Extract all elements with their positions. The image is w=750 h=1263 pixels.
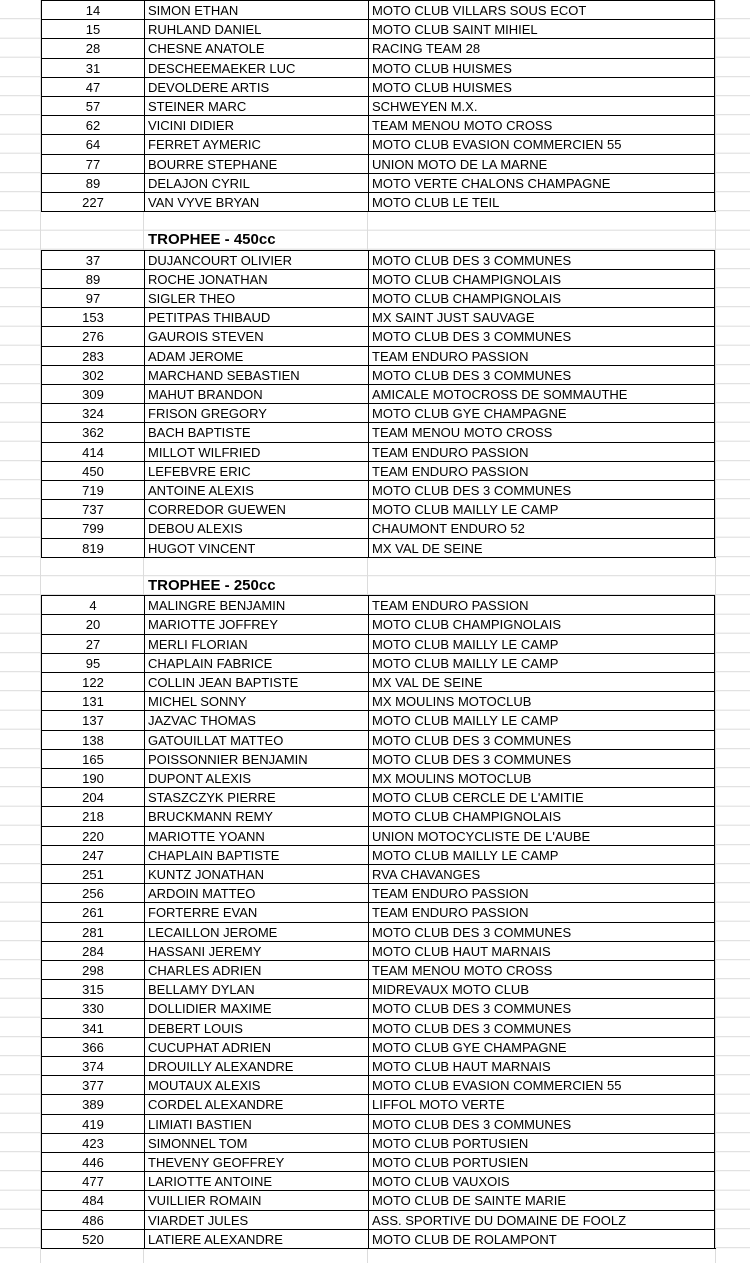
rider-club: MOTO CLUB DES 3 COMMUNES bbox=[368, 922, 715, 941]
rider-name: RUHLAND DANIEL bbox=[144, 19, 368, 38]
rider-club: MX VAL DE SEINE bbox=[368, 538, 715, 557]
rider-number: 374 bbox=[41, 1056, 144, 1075]
rider-number: 799 bbox=[41, 518, 144, 537]
rider-name: VAN VYVE BRYAN bbox=[144, 192, 368, 211]
rider-number: 377 bbox=[41, 1075, 144, 1094]
rider-club: TEAM ENDURO PASSION bbox=[368, 461, 715, 480]
rider-number: 256 bbox=[41, 883, 144, 902]
rider-club: MX SAINT JUST SAUVAGE bbox=[368, 307, 715, 326]
table-row bbox=[0, 634, 750, 653]
rider-club: RVA CHAVANGES bbox=[368, 864, 715, 883]
rider-name: SIGLER THEO bbox=[144, 288, 368, 307]
rider-name: CHARLES ADRIEN bbox=[144, 960, 368, 979]
rider-name: CHESNE ANATOLE bbox=[144, 38, 368, 57]
rider-name: COLLIN JEAN BAPTISTE bbox=[144, 672, 368, 691]
table-row bbox=[0, 730, 750, 749]
section-title: TROPHEE - 450cc bbox=[148, 231, 276, 249]
rider-name: VIARDET JULES bbox=[144, 1210, 368, 1229]
section-header-row bbox=[0, 576, 750, 595]
rider-club: TEAM MENOU MOTO CROSS bbox=[368, 422, 715, 441]
rider-name: DOLLIDIER MAXIME bbox=[144, 998, 368, 1017]
rider-number: 31 bbox=[41, 58, 144, 77]
rider-name: LIMIATI BASTIEN bbox=[144, 1114, 368, 1133]
table-row bbox=[0, 0, 750, 19]
rider-name: MALINGRE BENJAMIN bbox=[144, 595, 368, 614]
rider-name: LECAILLON JEROME bbox=[144, 922, 368, 941]
table-row bbox=[0, 864, 750, 883]
table-row bbox=[0, 1094, 750, 1113]
table-row bbox=[0, 365, 750, 384]
rider-club: LIFFOL MOTO VERTE bbox=[368, 1094, 715, 1113]
rider-name: FRISON GREGORY bbox=[144, 403, 368, 422]
table-row bbox=[0, 710, 750, 729]
rider-club: MOTO CLUB PORTUSIEN bbox=[368, 1152, 715, 1171]
table-row bbox=[0, 1018, 750, 1037]
rider-number: 4 bbox=[41, 595, 144, 614]
rider-name: VICINI DIDIER bbox=[144, 115, 368, 134]
table-row bbox=[0, 595, 750, 614]
rider-club: MX MOULINS MOTOCLUB bbox=[368, 691, 715, 710]
table-row bbox=[0, 288, 750, 307]
rider-club: MOTO CLUB DE ROLAMPONT bbox=[368, 1229, 715, 1248]
rider-name: KUNTZ JONATHAN bbox=[144, 864, 368, 883]
rider-name: PETITPAS THIBAUD bbox=[144, 307, 368, 326]
table-row bbox=[0, 115, 750, 134]
table-row bbox=[0, 96, 750, 115]
rider-club: MIDREVAUX MOTO CLUB bbox=[368, 979, 715, 998]
rider-club: MOTO CLUB HUISMES bbox=[368, 77, 715, 96]
rider-number: 89 bbox=[41, 173, 144, 192]
rider-name: THEVENY GEOFFREY bbox=[144, 1152, 368, 1171]
rider-name: DEVOLDERE ARTIS bbox=[144, 77, 368, 96]
rider-name: DEBOU ALEXIS bbox=[144, 518, 368, 537]
rider-number: 204 bbox=[41, 787, 144, 806]
rider-club: MOTO CLUB CHAMPIGNOLAIS bbox=[368, 806, 715, 825]
rider-club: SCHWEYEN M.X. bbox=[368, 96, 715, 115]
table-row bbox=[0, 922, 750, 941]
rider-club: MOTO CLUB LE TEIL bbox=[368, 192, 715, 211]
table-row bbox=[0, 192, 750, 211]
rider-name: MARIOTTE YOANN bbox=[144, 826, 368, 845]
rider-number: 89 bbox=[41, 269, 144, 288]
table-row bbox=[0, 77, 750, 96]
rider-name: MARIOTTE JOFFREY bbox=[144, 614, 368, 633]
rider-number: 324 bbox=[41, 403, 144, 422]
rider-name: FORTERRE EVAN bbox=[144, 902, 368, 921]
table-row bbox=[0, 691, 750, 710]
table-row bbox=[0, 960, 750, 979]
section-header-row bbox=[0, 230, 750, 249]
rider-name: ANTOINE ALEXIS bbox=[144, 480, 368, 499]
rider-number: 341 bbox=[41, 1018, 144, 1037]
rider-name: DEBERT LOUIS bbox=[144, 1018, 368, 1037]
rider-number: 28 bbox=[41, 38, 144, 57]
rider-name: DUPONT ALEXIS bbox=[144, 768, 368, 787]
table-row bbox=[0, 1037, 750, 1056]
table-row bbox=[0, 384, 750, 403]
rider-name: VUILLIER ROMAIN bbox=[144, 1190, 368, 1209]
rider-club: MOTO CLUB PORTUSIEN bbox=[368, 1133, 715, 1152]
rider-number: 153 bbox=[41, 307, 144, 326]
rider-number: 419 bbox=[41, 1114, 144, 1133]
table-row bbox=[0, 480, 750, 499]
rider-club: MOTO CLUB CERCLE DE L'AMITIE bbox=[368, 787, 715, 806]
rider-number: 366 bbox=[41, 1037, 144, 1056]
table-row bbox=[0, 826, 750, 845]
rider-club: MOTO CLUB CHAMPIGNOLAIS bbox=[368, 269, 715, 288]
table-row bbox=[0, 326, 750, 345]
table-row bbox=[0, 1056, 750, 1075]
table-row bbox=[0, 346, 750, 365]
rider-number: 165 bbox=[41, 749, 144, 768]
table-row bbox=[0, 154, 750, 173]
rider-name: MOUTAUX ALEXIS bbox=[144, 1075, 368, 1094]
rider-club: MOTO CLUB HUISMES bbox=[368, 58, 715, 77]
rider-name: DROUILLY ALEXANDRE bbox=[144, 1056, 368, 1075]
rider-name: BRUCKMANN REMY bbox=[144, 806, 368, 825]
rider-number: 218 bbox=[41, 806, 144, 825]
table-row bbox=[0, 250, 750, 269]
rider-name: CORREDOR GUEWEN bbox=[144, 499, 368, 518]
rider-number: 37 bbox=[41, 250, 144, 269]
rider-number: 309 bbox=[41, 384, 144, 403]
rider-name: CHAPLAIN FABRICE bbox=[144, 653, 368, 672]
rider-number: 20 bbox=[41, 614, 144, 633]
rider-club: MOTO CLUB VILLARS SOUS ECOT bbox=[368, 0, 715, 19]
rider-club: CHAUMONT ENDURO 52 bbox=[368, 518, 715, 537]
rider-name: MERLI FLORIAN bbox=[144, 634, 368, 653]
rider-name: STEINER MARC bbox=[144, 96, 368, 115]
table-row bbox=[0, 461, 750, 480]
rider-name: LARIOTTE ANTOINE bbox=[144, 1171, 368, 1190]
rider-club: TEAM ENDURO PASSION bbox=[368, 442, 715, 461]
rider-name: FERRET AYMERIC bbox=[144, 134, 368, 153]
table-row bbox=[0, 58, 750, 77]
rider-number: 276 bbox=[41, 326, 144, 345]
rider-number: 819 bbox=[41, 538, 144, 557]
rider-club: MOTO CLUB GYE CHAMPAGNE bbox=[368, 403, 715, 422]
rider-club: TEAM MENOU MOTO CROSS bbox=[368, 115, 715, 134]
rider-number: 446 bbox=[41, 1152, 144, 1171]
rider-name: JAZVAC THOMAS bbox=[144, 710, 368, 729]
rider-name: MAHUT BRANDON bbox=[144, 384, 368, 403]
rider-number: 97 bbox=[41, 288, 144, 307]
rider-number: 64 bbox=[41, 134, 144, 153]
rider-club: MOTO CLUB DES 3 COMMUNES bbox=[368, 749, 715, 768]
rider-name: CUCUPHAT ADRIEN bbox=[144, 1037, 368, 1056]
rider-club: MOTO CLUB DES 3 COMMUNES bbox=[368, 250, 715, 269]
rider-number: 227 bbox=[41, 192, 144, 211]
table-row bbox=[0, 749, 750, 768]
rider-number: 47 bbox=[41, 77, 144, 96]
rider-club: MOTO CLUB DES 3 COMMUNES bbox=[368, 998, 715, 1017]
table-row bbox=[0, 1210, 750, 1229]
table-row bbox=[0, 1114, 750, 1133]
table-row bbox=[0, 902, 750, 921]
rider-club: MOTO CLUB DES 3 COMMUNES bbox=[368, 730, 715, 749]
rider-number: 737 bbox=[41, 499, 144, 518]
rider-number: 77 bbox=[41, 154, 144, 173]
rider-club: MOTO CLUB HAUT MARNAIS bbox=[368, 941, 715, 960]
table-row bbox=[0, 403, 750, 422]
rider-number: 27 bbox=[41, 634, 144, 653]
table-row bbox=[0, 1152, 750, 1171]
rider-club: MOTO CLUB VAUXOIS bbox=[368, 1171, 715, 1190]
table-row bbox=[0, 653, 750, 672]
rider-number: 719 bbox=[41, 480, 144, 499]
rider-club: MOTO CLUB MAILLY LE CAMP bbox=[368, 499, 715, 518]
rider-club: TEAM ENDURO PASSION bbox=[368, 902, 715, 921]
spacer-row bbox=[0, 211, 750, 230]
table-row bbox=[0, 941, 750, 960]
rider-club: MOTO CLUB SAINT MIHIEL bbox=[368, 19, 715, 38]
table-row bbox=[0, 806, 750, 825]
rider-name: POISSONNIER BENJAMIN bbox=[144, 749, 368, 768]
table-row bbox=[0, 768, 750, 787]
rider-name: ROCHE JONATHAN bbox=[144, 269, 368, 288]
rider-name: BACH BAPTISTE bbox=[144, 422, 368, 441]
rider-number: 62 bbox=[41, 115, 144, 134]
rider-club: MOTO CLUB HAUT MARNAIS bbox=[368, 1056, 715, 1075]
rider-number: 138 bbox=[41, 730, 144, 749]
rider-club: UNION MOTOCYCLISTE DE L'AUBE bbox=[368, 826, 715, 845]
rider-club: MOTO CLUB MAILLY LE CAMP bbox=[368, 845, 715, 864]
table-row bbox=[0, 979, 750, 998]
spacer-row bbox=[0, 557, 750, 576]
table-row bbox=[0, 1133, 750, 1152]
rider-name: HASSANI JEREMY bbox=[144, 941, 368, 960]
rider-club: MOTO CLUB DES 3 COMMUNES bbox=[368, 365, 715, 384]
table-row bbox=[0, 998, 750, 1017]
table-row bbox=[0, 787, 750, 806]
rider-number: 220 bbox=[41, 826, 144, 845]
rider-club: RACING TEAM 28 bbox=[368, 38, 715, 57]
table-row bbox=[0, 422, 750, 441]
table-row bbox=[0, 499, 750, 518]
rider-number: 520 bbox=[41, 1229, 144, 1248]
rider-number: 298 bbox=[41, 960, 144, 979]
rider-number: 484 bbox=[41, 1190, 144, 1209]
rider-club: MX VAL DE SEINE bbox=[368, 672, 715, 691]
table-row bbox=[0, 134, 750, 153]
rider-name: ADAM JEROME bbox=[144, 346, 368, 365]
rider-club: MOTO CLUB CHAMPIGNOLAIS bbox=[368, 614, 715, 633]
rider-number: 95 bbox=[41, 653, 144, 672]
rider-club: TEAM MENOU MOTO CROSS bbox=[368, 960, 715, 979]
rider-club: MOTO CLUB DES 3 COMMUNES bbox=[368, 326, 715, 345]
rider-number: 247 bbox=[41, 845, 144, 864]
rider-number: 57 bbox=[41, 96, 144, 115]
table-row bbox=[0, 1229, 750, 1248]
rider-club: MOTO CLUB MAILLY LE CAMP bbox=[368, 634, 715, 653]
table-row bbox=[0, 38, 750, 57]
rider-number: 251 bbox=[41, 864, 144, 883]
rider-name: LATIERE ALEXANDRE bbox=[144, 1229, 368, 1248]
table-row bbox=[0, 883, 750, 902]
rider-club: MOTO CLUB DES 3 COMMUNES bbox=[368, 1114, 715, 1133]
rider-name: GATOUILLAT MATTEO bbox=[144, 730, 368, 749]
rider-name: DELAJON CYRIL bbox=[144, 173, 368, 192]
rider-number: 302 bbox=[41, 365, 144, 384]
rider-name: BELLAMY DYLAN bbox=[144, 979, 368, 998]
rider-number: 362 bbox=[41, 422, 144, 441]
rider-number: 414 bbox=[41, 442, 144, 461]
table-row bbox=[0, 845, 750, 864]
rider-number: 261 bbox=[41, 902, 144, 921]
rider-name: DUJANCOURT OLIVIER bbox=[144, 250, 368, 269]
rider-name: STASZCZYK PIERRE bbox=[144, 787, 368, 806]
rider-name: MICHEL SONNY bbox=[144, 691, 368, 710]
table-bottom-border bbox=[41, 1248, 716, 1249]
rider-name: SIMON ETHAN bbox=[144, 0, 368, 19]
rider-name: BOURRE STEPHANE bbox=[144, 154, 368, 173]
table-row bbox=[0, 442, 750, 461]
table-row bbox=[0, 518, 750, 537]
rider-number: 477 bbox=[41, 1171, 144, 1190]
rider-number: 122 bbox=[41, 672, 144, 691]
rider-name: SIMONNEL TOM bbox=[144, 1133, 368, 1152]
rider-number: 389 bbox=[41, 1094, 144, 1113]
rider-name: CHAPLAIN BAPTISTE bbox=[144, 845, 368, 864]
rider-number: 330 bbox=[41, 998, 144, 1017]
table-row bbox=[0, 19, 750, 38]
table-row bbox=[0, 307, 750, 326]
rider-name: MARCHAND SEBASTIEN bbox=[144, 365, 368, 384]
rider-name: LEFEBVRE ERIC bbox=[144, 461, 368, 480]
rider-number: 15 bbox=[41, 19, 144, 38]
rider-club: TEAM ENDURO PASSION bbox=[368, 883, 715, 902]
rider-club: UNION MOTO DE LA MARNE bbox=[368, 154, 715, 173]
section-title: TROPHEE - 250cc bbox=[148, 577, 276, 594]
rider-number: 281 bbox=[41, 922, 144, 941]
rider-number: 284 bbox=[41, 941, 144, 960]
rider-number: 14 bbox=[41, 0, 144, 19]
table-row bbox=[0, 1190, 750, 1209]
rider-club: TEAM ENDURO PASSION bbox=[368, 595, 715, 614]
table-row bbox=[0, 1075, 750, 1094]
rider-club: MX MOULINS MOTOCLUB bbox=[368, 768, 715, 787]
rider-number: 190 bbox=[41, 768, 144, 787]
rider-name: ARDOIN MATTEO bbox=[144, 883, 368, 902]
rider-number: 486 bbox=[41, 1210, 144, 1229]
table-row bbox=[0, 614, 750, 633]
rider-club: TEAM ENDURO PASSION bbox=[368, 346, 715, 365]
rider-club: ASS. SPORTIVE DU DOMAINE DE FOOLZ bbox=[368, 1210, 715, 1229]
rider-club: MOTO CLUB EVASION COMMERCIEN 55 bbox=[368, 134, 715, 153]
table-row bbox=[0, 672, 750, 691]
rider-club: MOTO CLUB CHAMPIGNOLAIS bbox=[368, 288, 715, 307]
table-row bbox=[0, 1171, 750, 1190]
rider-club: AMICALE MOTOCROSS DE SOMMAUTHE bbox=[368, 384, 715, 403]
rider-club: MOTO CLUB EVASION COMMERCIEN 55 bbox=[368, 1075, 715, 1094]
rider-name: GAUROIS STEVEN bbox=[144, 326, 368, 345]
rider-club: MOTO VERTE CHALONS CHAMPAGNE bbox=[368, 173, 715, 192]
rider-number: 283 bbox=[41, 346, 144, 365]
table-row bbox=[0, 173, 750, 192]
rider-club: MOTO CLUB DES 3 COMMUNES bbox=[368, 1018, 715, 1037]
rider-number: 131 bbox=[41, 691, 144, 710]
rider-number: 450 bbox=[41, 461, 144, 480]
table-row bbox=[0, 269, 750, 288]
rider-club: MOTO CLUB MAILLY LE CAMP bbox=[368, 653, 715, 672]
rider-club: MOTO CLUB GYE CHAMPAGNE bbox=[368, 1037, 715, 1056]
rider-club: MOTO CLUB DES 3 COMMUNES bbox=[368, 480, 715, 499]
rider-name: HUGOT VINCENT bbox=[144, 538, 368, 557]
rider-name: DESCHEEMAEKER LUC bbox=[144, 58, 368, 77]
rider-number: 315 bbox=[41, 979, 144, 998]
table-row bbox=[0, 538, 750, 557]
rider-club: MOTO CLUB DE SAINTE MARIE bbox=[368, 1190, 715, 1209]
rider-name: MILLOT WILFRIED bbox=[144, 442, 368, 461]
rider-club: MOTO CLUB MAILLY LE CAMP bbox=[368, 710, 715, 729]
rider-number: 423 bbox=[41, 1133, 144, 1152]
rider-name: CORDEL ALEXANDRE bbox=[144, 1094, 368, 1113]
rider-number: 137 bbox=[41, 710, 144, 729]
